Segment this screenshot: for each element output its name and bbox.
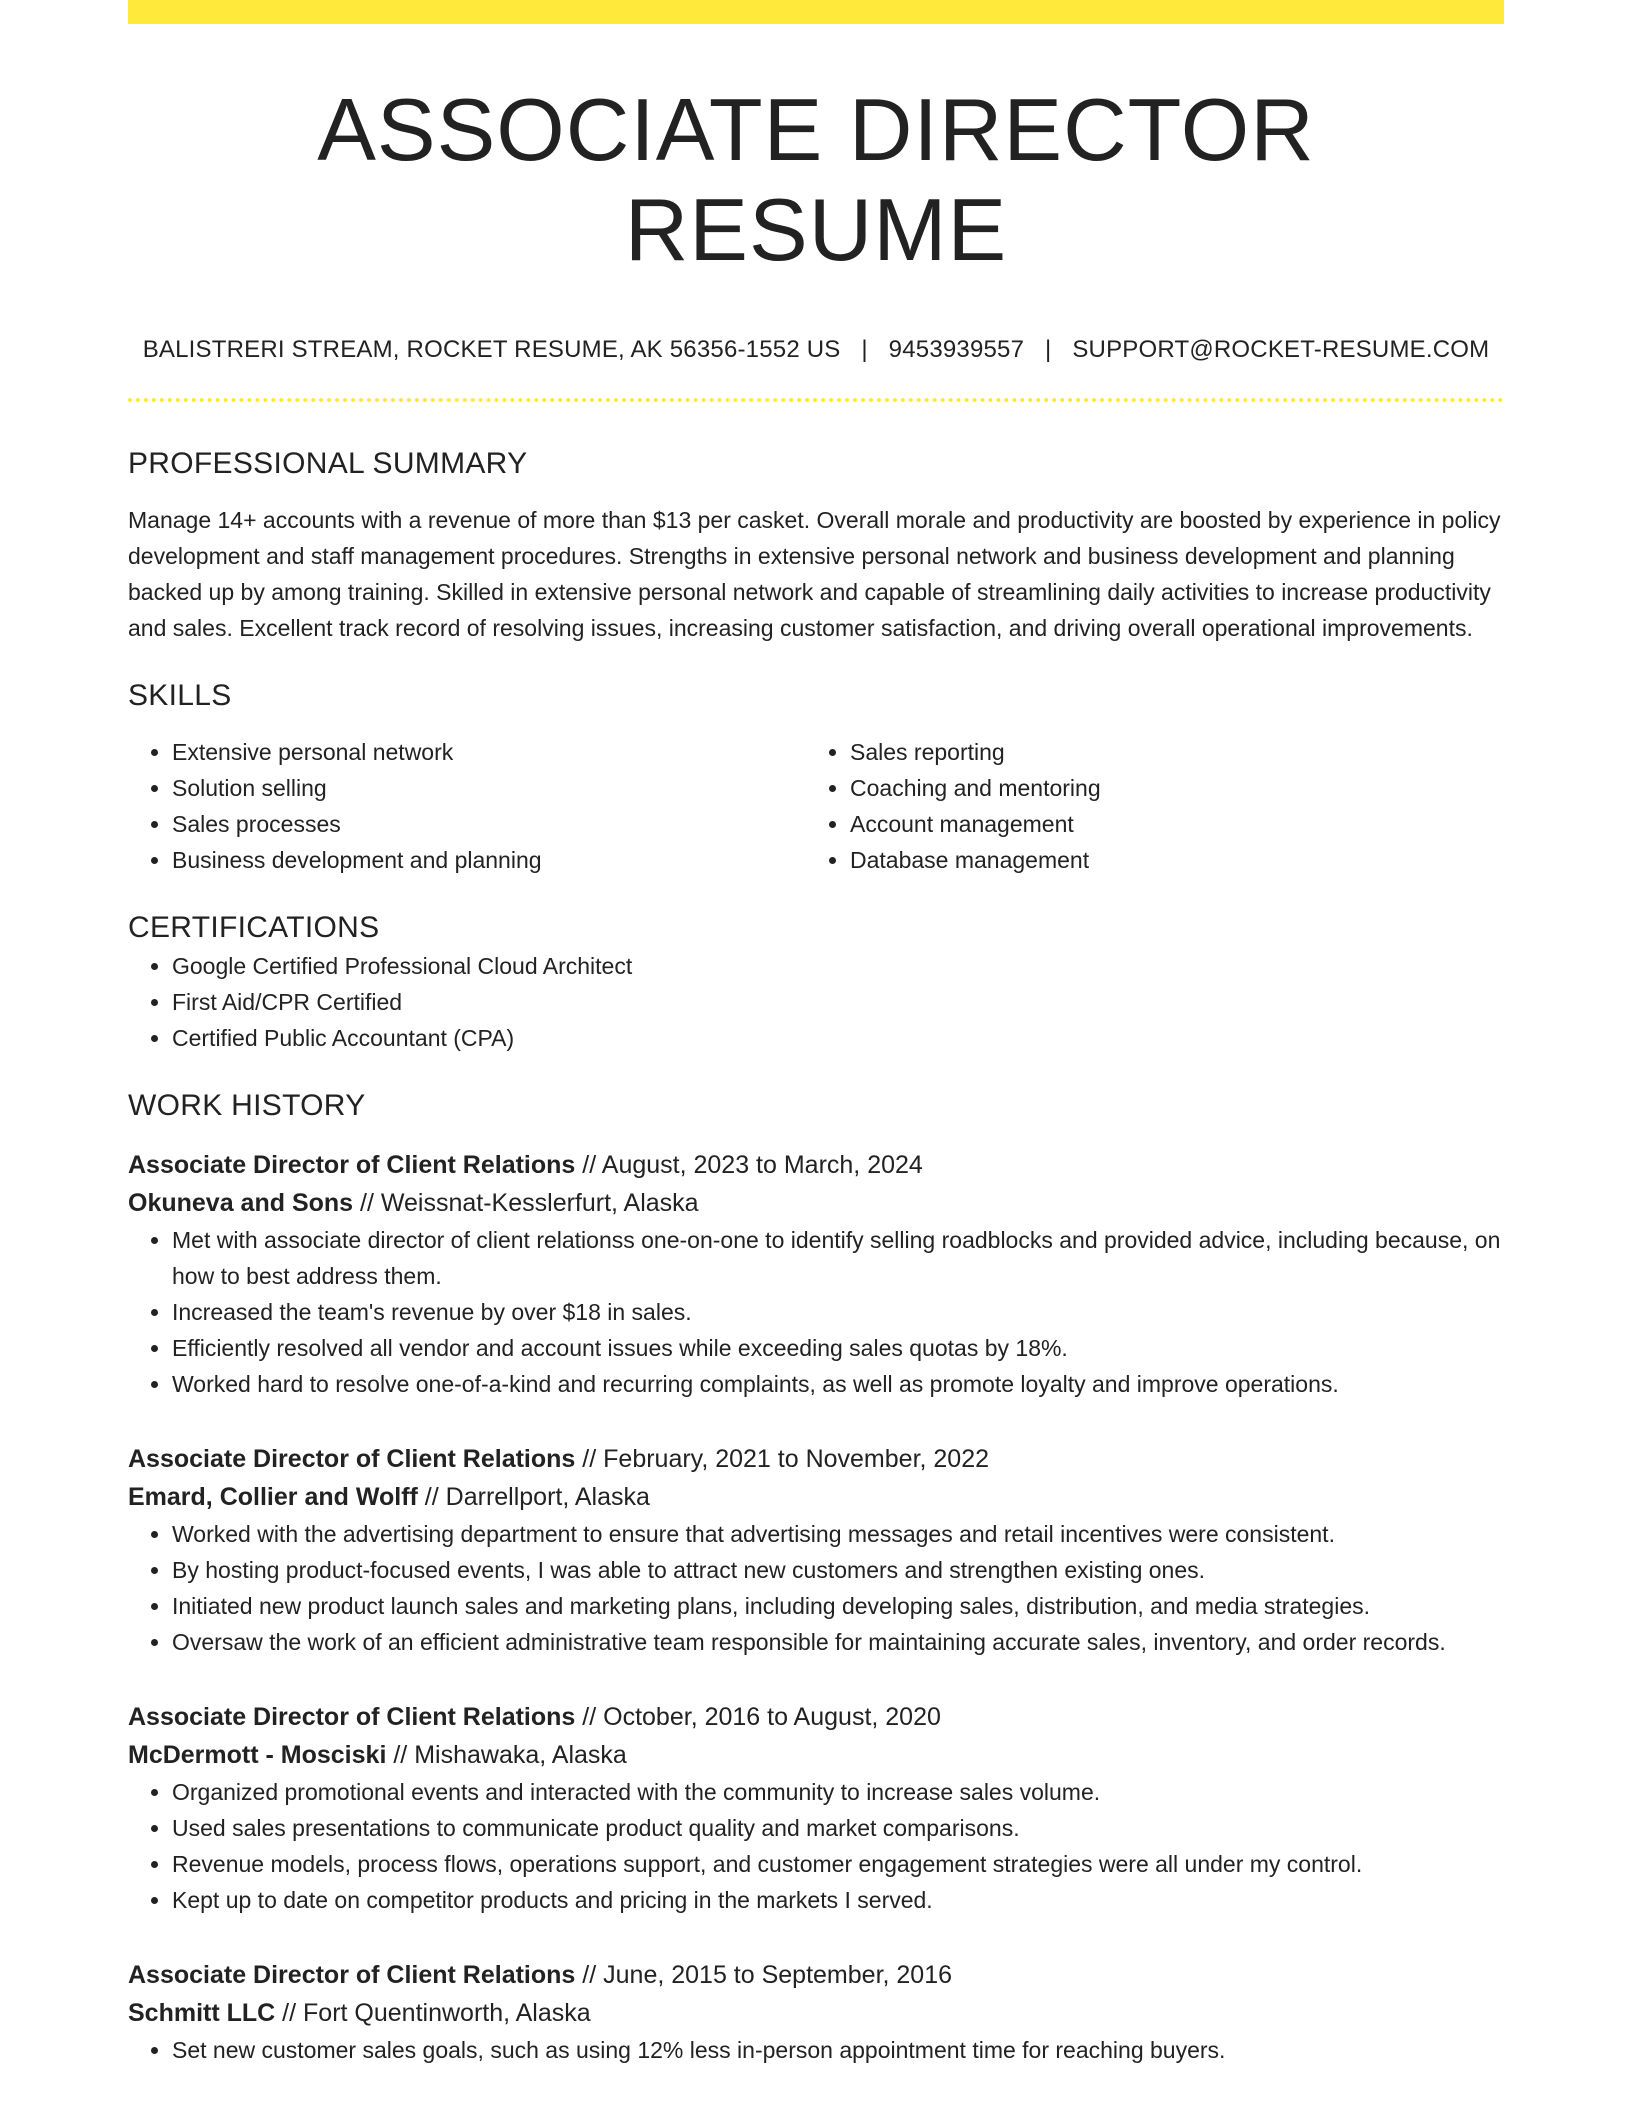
- job-title-line: [128, 1146, 1504, 1184]
- skills-list-right: [806, 734, 1484, 878]
- skill-item: • Extensive personal network: [172, 734, 806, 770]
- skill-item: • Sales processes: [172, 806, 806, 842]
- contact-line: [128, 334, 1504, 366]
- job-bullet: • Met with associate director of client relationss one-on-one to identify selling roadblocks and provided advice, including because, on how to best address them.: [172, 1222, 1504, 1294]
- skills-list-left: [128, 734, 806, 878]
- job-separator: //: [424, 1483, 439, 1511]
- certification-item: • Google Certified Professional Cloud Architect: [172, 948, 1504, 984]
- job-bullet-list: [128, 1516, 1504, 1660]
- job-company-line: [128, 1184, 1504, 1222]
- job-title: Associate Director of Client Relations: [128, 1703, 576, 1731]
- job-entry: [128, 1440, 1504, 1660]
- job-location: Weissnat-Kesslerfurt, Alaska: [380, 1189, 699, 1217]
- job-company-line: [128, 1736, 1504, 1774]
- job-company-line: [128, 1994, 1504, 2032]
- skill-item: • Coaching and mentoring: [850, 770, 1484, 806]
- job-bullet: • By hosting product-focused events, I was able to attract new customers and strengthen existing ones.: [172, 1552, 1504, 1588]
- job-company: Okuneva and Sons: [128, 1189, 354, 1217]
- job-bullet: • Efficiently resolved all vendor and account issues while exceeding sales quotas by 18%.: [172, 1330, 1504, 1366]
- job-separator: //: [582, 1445, 597, 1473]
- summary-heading: PROFESSIONAL SUMMARY: [128, 447, 528, 480]
- certification-item: • First Aid/CPR Certified: [172, 984, 1504, 1020]
- job-bullet: • Initiated new product launch sales and marketing plans, including developing sales, distribution, and media strategies.: [172, 1588, 1504, 1624]
- resume-page: [128, 0, 1504, 2068]
- job-location: Mishawaka, Alaska: [414, 1741, 627, 1769]
- skill-item: • Sales reporting: [850, 734, 1484, 770]
- skill-item: • Solution selling: [172, 770, 806, 806]
- job-company-line: [128, 1478, 1504, 1516]
- job-company: McDermott - Mosciski: [128, 1741, 387, 1769]
- job-entry: [128, 1146, 1504, 1402]
- certification-item: • Certified Public Accountant (CPA): [172, 1020, 1504, 1056]
- job-entry: [128, 1698, 1504, 1918]
- address: BALISTRERI STREAM, ROCKET RESUME, AK 56356-1552 US: [142, 336, 841, 363]
- job-dates: February, 2021 to November, 2022: [603, 1445, 990, 1473]
- job-bullet-list: [128, 1774, 1504, 1918]
- job-company: Emard, Collier and Wolff: [128, 1483, 418, 1511]
- skills-grid: [128, 734, 1504, 878]
- job-separator: //: [582, 1151, 597, 1179]
- job-location: Fort Quentinworth, Alaska: [303, 1999, 591, 2027]
- job-separator: //: [282, 1999, 297, 2027]
- job-bullet: • Revenue models, process flows, operations support, and customer engagement strategies were all under my control.: [172, 1846, 1504, 1882]
- skill-item: • Business development and planning: [172, 842, 806, 878]
- job-location: Darrellport, Alaska: [445, 1483, 650, 1511]
- job-dates: August, 2023 to March, 2024: [601, 1151, 923, 1179]
- skill-item: • Database management: [850, 842, 1484, 878]
- job-dates: October, 2016 to August, 2020: [603, 1703, 941, 1731]
- job-bullet-list: [128, 2032, 1504, 2068]
- resume-title: ASSOCIATE DIRECTOR RESUME: [317, 80, 1315, 279]
- job-title: Associate Director of Client Relations: [128, 1445, 576, 1473]
- job-bullet: • Oversaw the work of an efficient administrative team responsible for maintaining accurate sales, inventory, and order records.: [172, 1624, 1504, 1660]
- job-bullet: • Kept up to date on competitor products and pricing in the markets I served.: [172, 1882, 1504, 1918]
- job-title: Associate Director of Client Relations: [128, 1961, 576, 1989]
- job-bullet: • Increased the team's revenue by over $18 in sales.: [172, 1294, 1504, 1330]
- certifications-list: [128, 948, 1504, 1056]
- job-entry: [128, 1956, 1504, 2068]
- skills-heading: SKILLS: [128, 679, 232, 712]
- job-separator: //: [582, 1703, 597, 1731]
- email-address[interactable]: SUPPORT@ROCKET-RESUME.COM: [1072, 336, 1490, 363]
- contact-separator: |: [861, 336, 868, 363]
- job-company: Schmitt LLC: [128, 1999, 276, 2027]
- summary-text: Manage 14+ accounts with a revenue of more than $13 per casket. Overall morale and productivity are boosted by experience in policy development and staff management procedures. Strengths in extensive personal network and business development and planning backed up by among training. Skilled in extensive personal network and capable of streamlining daily activities to increase productivity and sales. Excellent track record of resolving issues, increasing customer satisfaction, and driving overall operational improvements.: [128, 507, 1501, 641]
- job-title-line: [128, 1698, 1504, 1736]
- job-separator: //: [393, 1741, 408, 1769]
- job-separator: //: [582, 1961, 597, 1989]
- contact-separator: |: [1045, 336, 1052, 363]
- phone-number: 9453939557: [888, 336, 1025, 363]
- job-separator: //: [360, 1189, 374, 1217]
- job-bullet-list: [128, 1222, 1504, 1402]
- skill-item: • Account management: [850, 806, 1484, 842]
- job-title: Associate Director of Client Relations: [128, 1151, 576, 1179]
- dotted-divider: [128, 398, 1504, 402]
- job-dates: June, 2015 to September, 2016: [603, 1961, 953, 1989]
- work-history-heading: WORK HISTORY: [128, 1089, 366, 1122]
- job-bullet: • Worked hard to resolve one-of-a-kind and recurring complaints, as well as promote loyalty and improve operations.: [172, 1366, 1504, 1402]
- job-bullet: • Worked with the advertising department to ensure that advertising messages and retail incentives were consistent.: [172, 1516, 1504, 1552]
- certifications-heading: CERTIFICATIONS: [128, 911, 380, 944]
- accent-top-bar: [128, 0, 1504, 24]
- job-bullet: • Used sales presentations to communicate product quality and market comparisons.: [172, 1810, 1504, 1846]
- job-bullet: • Organized promotional events and interacted with the community to increase sales volume.: [172, 1774, 1504, 1810]
- job-title-line: [128, 1956, 1504, 1994]
- job-title-line: [128, 1440, 1504, 1478]
- job-bullet: • Set new customer sales goals, such as using 12% less in-person appointment time for reaching buyers.: [172, 2032, 1504, 2068]
